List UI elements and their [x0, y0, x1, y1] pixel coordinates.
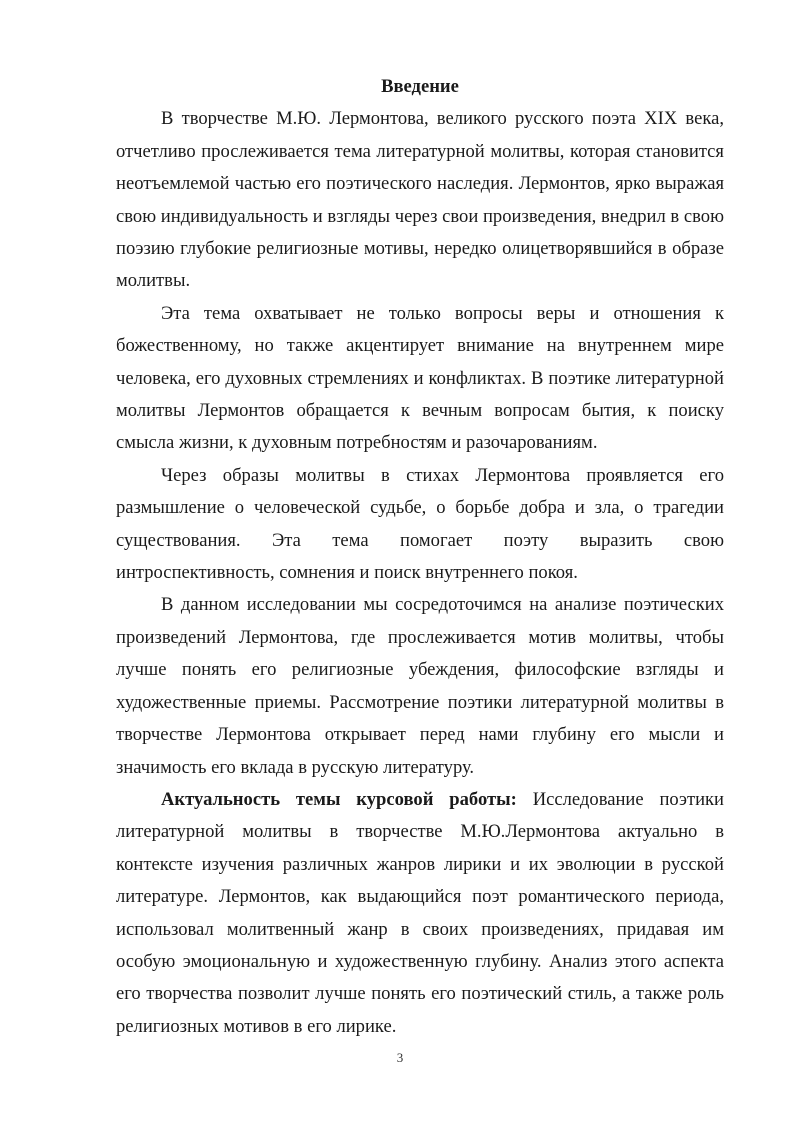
- page-number: 3: [396, 1050, 404, 1065]
- paragraph-2: Эта тема охватывает не только вопросы веры и отношения к божественному, но также акцентирует внимание на внутреннем мире человека, его духовных стремлениях и конфликтах. В поэтике литературной молитвы Лермонтов обращается к вечным вопросам бытия, к поиску смысла жизни, к духовным потребностям и разочарованиям.: [116, 302, 724, 454]
- paragraph-1: В творчестве М.Ю. Лермонтова, великого русского поэта XIX века, отчетливо прослеживается тема литературной молитвы, которая становится неотъемлемой частью его поэтического наследия. Лермонтов, ярко выражая свою индивидуальность и взгляды через свои произведения, внедрил в свою поэзию глубокие религиозные мотивы, нередко олицетворявшийся в образе молитвы.: [116, 108, 724, 292]
- relevance-text: Исследование поэтики литературной молитвы в творчестве М.Ю.Лермонтова актуально в контексте изучения различных жанров лирики и их эволюции в русской литературе. Лермонтов, как выдающийся поэт романтического периода, использовал молитвенный жанр в своих произведениях, придавая им особую эмоциональную и художественную глубину. Анализ этого аспекта его творчества позволит лучше понять его поэтический стиль, а также роль религиозных мотивов в его лирике.: [116, 788, 725, 1037]
- relevance-lead: Актуальность темы курсовой работы:: [161, 788, 517, 810]
- paragraph-5: [116, 784, 724, 1043]
- document-body: [116, 71, 724, 1043]
- paragraph-4: В данном исследовании мы сосредоточимся на анализе поэтических произведений Лермонтова, где прослеживается мотив молитвы, чтобы лучше понять его религиозные убеждения, философские взгляды и художественные приемы. Рассмотрение поэтики литературной молитвы в творчестве Лермонтова открывает перед нами глубину его мысли и значимость его вклада в русскую литературу.: [116, 594, 724, 778]
- section-heading: Введение: [381, 76, 459, 97]
- paragraph-3: Через образы молитвы в стихах Лермонтова проявляется его размышление о человеческой судьбе, о борьбе добра и зла, о трагедии существования. Эта тема помогает поэту выразить свою интроспективность, сомнения и поиск внутреннего покоя.: [116, 464, 724, 584]
